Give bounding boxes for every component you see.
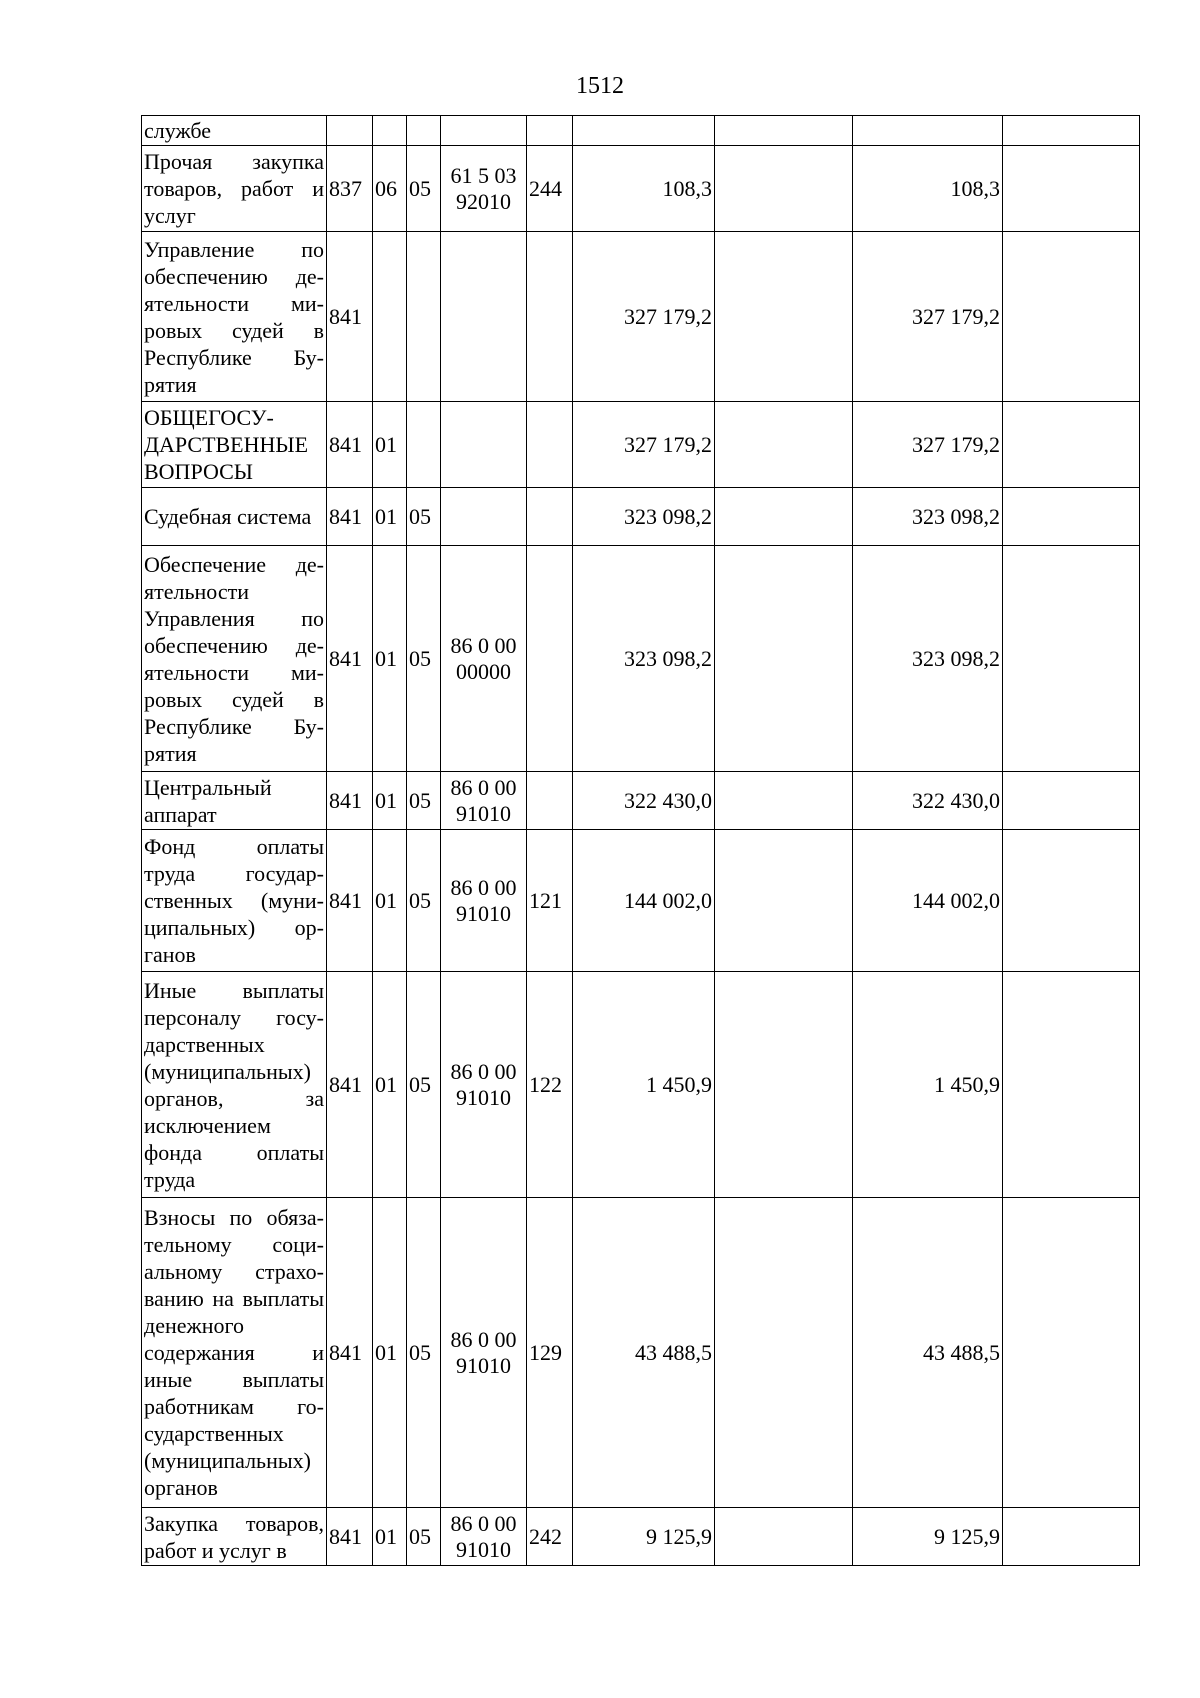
dept-code: 841	[327, 1508, 373, 1566]
target-article-code: 86 0 00 91010	[441, 1508, 527, 1566]
amount-col-4	[1003, 146, 1140, 232]
amount-total: 1 450,9	[573, 972, 715, 1198]
target-article-code	[441, 232, 527, 402]
amount-col-4	[1003, 1198, 1140, 1508]
amount-total: 327 179,2	[573, 402, 715, 488]
item-name: Фонд оплаты труда государственных (муниципальных) органов	[142, 830, 327, 972]
amount-total: 322 430,0	[573, 772, 715, 830]
amount-col-2	[715, 830, 853, 972]
amount-col-2	[715, 772, 853, 830]
table-row	[142, 772, 1140, 830]
table-row	[142, 1508, 1140, 1566]
target-article-code	[441, 488, 527, 546]
dept-code: 841	[327, 546, 373, 772]
amount-col-3: 144 002,0	[853, 830, 1003, 972]
item-name: Закупка товаров, работ и услуг в	[142, 1508, 327, 1566]
page-number: 1512	[576, 73, 624, 99]
amount-col-2	[715, 1508, 853, 1566]
dept-code: 841	[327, 488, 373, 546]
amount-total	[573, 116, 715, 146]
section-code: 01	[373, 402, 407, 488]
item-name: Управление по обеспечению деятельности мировых судей в Республике Бурятия	[142, 232, 327, 402]
section-code: 01	[373, 1198, 407, 1508]
dept-code: 841	[327, 402, 373, 488]
amount-col-3: 327 179,2	[853, 232, 1003, 402]
table-row	[142, 232, 1140, 402]
expense-type-code	[527, 232, 573, 402]
table-row	[142, 546, 1140, 772]
target-article-code: 86 0 00 91010	[441, 972, 527, 1198]
amount-col-3: 323 098,2	[853, 546, 1003, 772]
amount-total: 327 179,2	[573, 232, 715, 402]
amount-total: 108,3	[573, 146, 715, 232]
amount-col-2	[715, 146, 853, 232]
amount-col-3: 323 098,2	[853, 488, 1003, 546]
amount-total: 43 488,5	[573, 1198, 715, 1508]
expense-type-code: 242	[527, 1508, 573, 1566]
target-article-code	[441, 402, 527, 488]
expense-type-code: 122	[527, 972, 573, 1198]
subsection-code	[407, 116, 441, 146]
expense-type-code	[527, 488, 573, 546]
section-code: 01	[373, 972, 407, 1198]
section-code: 06	[373, 146, 407, 232]
target-article-code: 86 0 00 91010	[441, 1198, 527, 1508]
expense-type-code	[527, 116, 573, 146]
expense-type-code	[527, 402, 573, 488]
amount-total: 323 098,2	[573, 488, 715, 546]
section-code: 01	[373, 1508, 407, 1566]
section-code: 01	[373, 488, 407, 546]
subsection-code: 05	[407, 830, 441, 972]
table-row	[142, 116, 1140, 146]
amount-col-2	[715, 546, 853, 772]
dept-code: 841	[327, 1198, 373, 1508]
amount-col-4	[1003, 546, 1140, 772]
target-article-code: 86 0 00 00000	[441, 546, 527, 772]
dept-code: 841	[327, 772, 373, 830]
subsection-code: 05	[407, 772, 441, 830]
section-code: 01	[373, 830, 407, 972]
table-row	[142, 402, 1140, 488]
subsection-code: 05	[407, 1198, 441, 1508]
dept-code: 841	[327, 232, 373, 402]
amount-col-3: 322 430,0	[853, 772, 1003, 830]
item-name: Обеспечение деятельности Управления по обеспечению деятельности мировых судей в Республике Бурятия	[142, 546, 327, 772]
item-name: Иные выплаты персоналу государственных (муниципальных) органов, за исключением фонда оплаты труда	[142, 972, 327, 1198]
target-article-code: 61 5 03 92010	[441, 146, 527, 232]
target-article-code	[441, 116, 527, 146]
expense-type-code	[527, 546, 573, 772]
budget-table	[141, 115, 1140, 1566]
subsection-code	[407, 232, 441, 402]
expense-type-code: 244	[527, 146, 573, 232]
amount-col-2	[715, 972, 853, 1198]
expense-type-code	[527, 772, 573, 830]
amount-col-4	[1003, 1508, 1140, 1566]
target-article-code: 86 0 00 91010	[441, 830, 527, 972]
table-row	[142, 488, 1140, 546]
amount-col-4	[1003, 972, 1140, 1198]
dept-code: 837	[327, 146, 373, 232]
expense-type-code: 121	[527, 830, 573, 972]
subsection-code: 05	[407, 972, 441, 1198]
amount-col-2	[715, 1198, 853, 1508]
amount-col-4	[1003, 488, 1140, 546]
table-row	[142, 146, 1140, 232]
item-name: службе	[142, 116, 327, 146]
table-row	[142, 830, 1140, 972]
amount-col-3: 327 179,2	[853, 402, 1003, 488]
table-body	[142, 116, 1140, 1566]
section-code	[373, 232, 407, 402]
subsection-code: 05	[407, 1508, 441, 1566]
amount-col-2	[715, 402, 853, 488]
amount-total: 144 002,0	[573, 830, 715, 972]
item-name: Взносы по обязательному социальному страхованию на выплаты денежного содержания и иные выплаты работникам государственных (муниципальных) органов	[142, 1198, 327, 1508]
table-row	[142, 1198, 1140, 1508]
item-name: ОБЩЕГОСУДАРСТВЕННЫЕ ВОПРОСЫ	[142, 402, 327, 488]
amount-col-3: 9 125,9	[853, 1508, 1003, 1566]
dept-code: 841	[327, 830, 373, 972]
subsection-code: 05	[407, 546, 441, 772]
amount-col-2	[715, 232, 853, 402]
amount-col-3: 1 450,9	[853, 972, 1003, 1198]
subsection-code	[407, 402, 441, 488]
subsection-code: 05	[407, 146, 441, 232]
amount-total: 9 125,9	[573, 1508, 715, 1566]
section-code	[373, 116, 407, 146]
expense-type-code: 129	[527, 1198, 573, 1508]
item-name: Прочая закупка товаров, работ и услуг	[142, 146, 327, 232]
amount-col-2	[715, 488, 853, 546]
amount-col-2	[715, 116, 853, 146]
amount-col-4	[1003, 830, 1140, 972]
target-article-code: 86 0 00 91010	[441, 772, 527, 830]
table-row	[142, 972, 1140, 1198]
item-name: Центральный аппарат	[142, 772, 327, 830]
dept-code	[327, 116, 373, 146]
section-code: 01	[373, 772, 407, 830]
amount-col-3: 43 488,5	[853, 1198, 1003, 1508]
amount-col-4	[1003, 116, 1140, 146]
amount-col-4	[1003, 232, 1140, 402]
amount-total: 323 098,2	[573, 546, 715, 772]
section-code: 01	[373, 546, 407, 772]
subsection-code: 05	[407, 488, 441, 546]
amount-col-3: 108,3	[853, 146, 1003, 232]
amount-col-3	[853, 116, 1003, 146]
amount-col-4	[1003, 772, 1140, 830]
amount-col-4	[1003, 402, 1140, 488]
item-name: Судебная система	[142, 488, 327, 546]
dept-code: 841	[327, 972, 373, 1198]
